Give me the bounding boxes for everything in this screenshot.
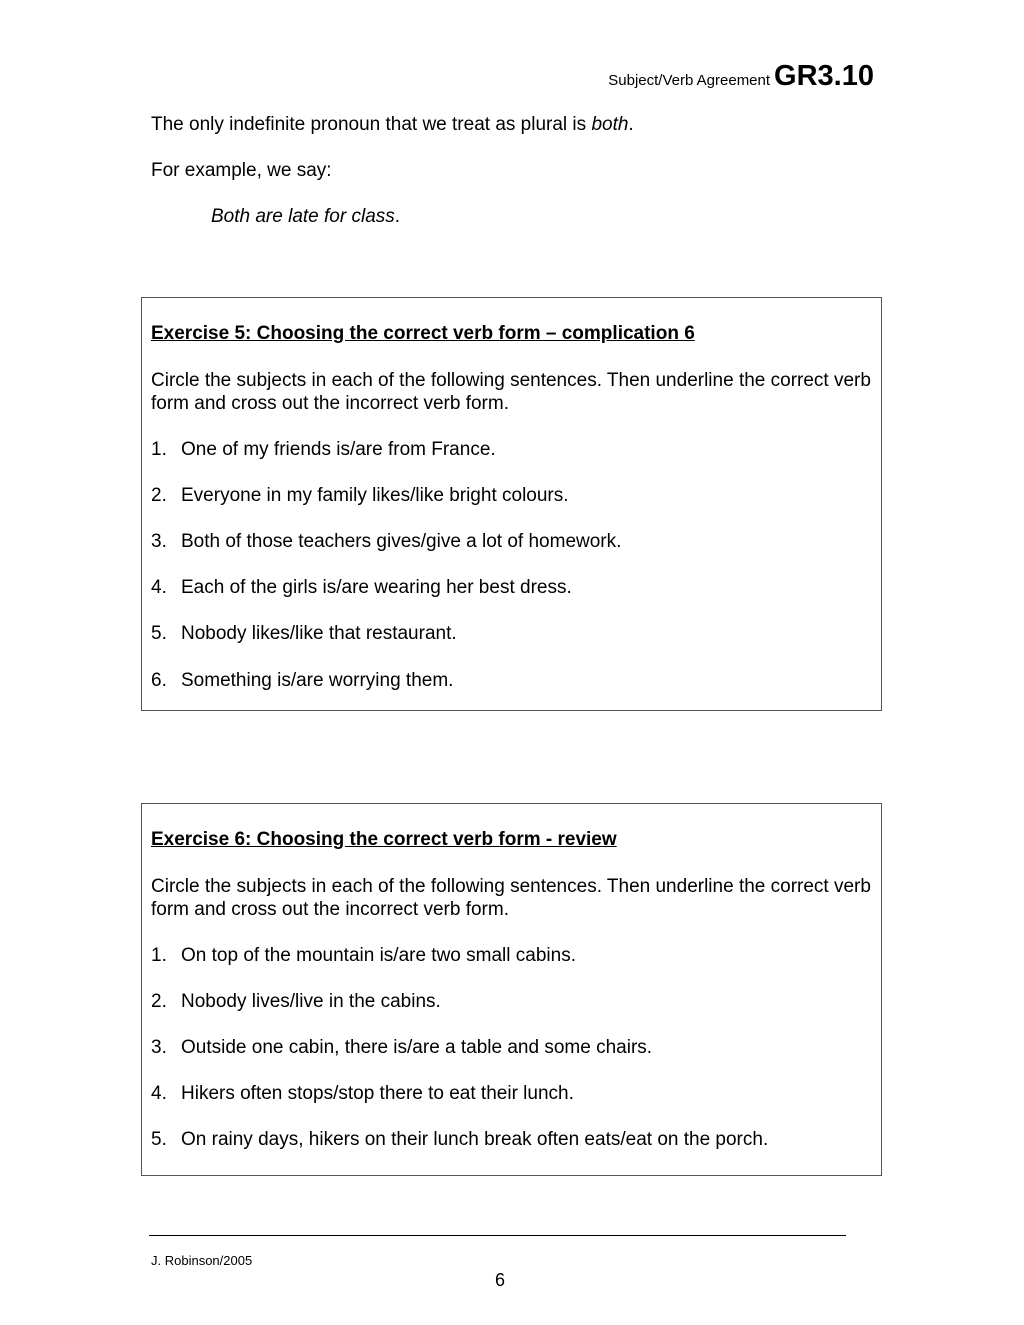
exercise-5-item	[151, 530, 621, 553]
item-text: One of my friends is/are from France.	[181, 439, 496, 460]
item-text: Nobody likes/like that restaurant.	[181, 623, 457, 644]
exercise-5-title: Exercise 5: Choosing the correct verb form – complication 6	[151, 323, 695, 344]
item-text: Hikers often stops/stop there to eat their lunch.	[181, 1083, 574, 1104]
item-text: Something is/are worrying them.	[181, 670, 454, 691]
page-number: 6	[494, 1270, 505, 1290]
exercise-6-item	[151, 990, 441, 1013]
exercise-6-item	[151, 1128, 768, 1151]
item-number: 4.	[151, 1083, 167, 1104]
item-number: 2.	[151, 485, 167, 506]
exercise-5-instructions: Circle the subjects in each of the following sentences. Then underline the correct verb form and cross out the incorrect verb form.	[151, 370, 871, 414]
exercise-6-item	[151, 944, 576, 967]
item-number: 3.	[151, 531, 167, 552]
exercise-5-item	[151, 622, 457, 645]
exercise-6-title: Exercise 6: Choosing the correct verb form - review	[151, 829, 617, 850]
example-suffix: .	[394, 206, 401, 227]
item-number: 2.	[151, 991, 167, 1012]
item-number: 5.	[151, 623, 167, 644]
exercise-5-box	[141, 297, 882, 711]
item-number: 6.	[151, 670, 167, 691]
exercise-5-item	[151, 669, 453, 692]
page-header	[608, 60, 874, 93]
intro-paragraph	[151, 113, 634, 136]
example-italic: Both are late for class	[211, 206, 395, 227]
footer-author: J. Robinson/2005	[151, 1253, 253, 1268]
exercise-5-item	[151, 438, 496, 461]
example-lead: For example, we say:	[151, 160, 332, 181]
header-code: GR3.10	[774, 60, 874, 92]
exercise-6-item	[151, 1036, 652, 1059]
item-number: 5.	[151, 1129, 167, 1150]
intro-italic-word: both	[591, 114, 629, 135]
intro-text: The only indefinite pronoun that we treat as plural is	[151, 114, 592, 135]
header-subject: Subject/Verb Agreement	[608, 72, 771, 89]
exercise-6-item	[151, 1082, 574, 1105]
exercise-6-instructions: Circle the subjects in each of the following sentences. Then underline the correct verb form and cross out the incorrect verb form.	[151, 876, 871, 920]
exercise-5-item	[151, 576, 572, 599]
intro-suffix: .	[628, 114, 634, 135]
item-text: On top of the mountain is/are two small cabins.	[181, 945, 576, 966]
item-text: Each of the girls is/are wearing her best dress.	[181, 577, 572, 598]
exercise-5-item	[151, 484, 569, 507]
item-text: Outside one cabin, there is/are a table and some chairs.	[181, 1037, 653, 1058]
example-sentence	[211, 205, 400, 228]
item-text: On rainy days, hikers on their lunch break often eats/eat on the porch.	[181, 1129, 769, 1150]
item-number: 1.	[151, 945, 167, 966]
item-number: 1.	[151, 439, 167, 460]
footer-divider	[149, 1235, 846, 1236]
exercise-6-box	[141, 803, 882, 1176]
item-number: 4.	[151, 577, 167, 598]
item-text: Both of those teachers gives/give a lot of homework.	[181, 531, 622, 552]
item-text: Nobody lives/live in the cabins.	[181, 991, 441, 1012]
item-text: Everyone in my family likes/like bright colours.	[181, 485, 569, 506]
item-number: 3.	[151, 1037, 167, 1058]
